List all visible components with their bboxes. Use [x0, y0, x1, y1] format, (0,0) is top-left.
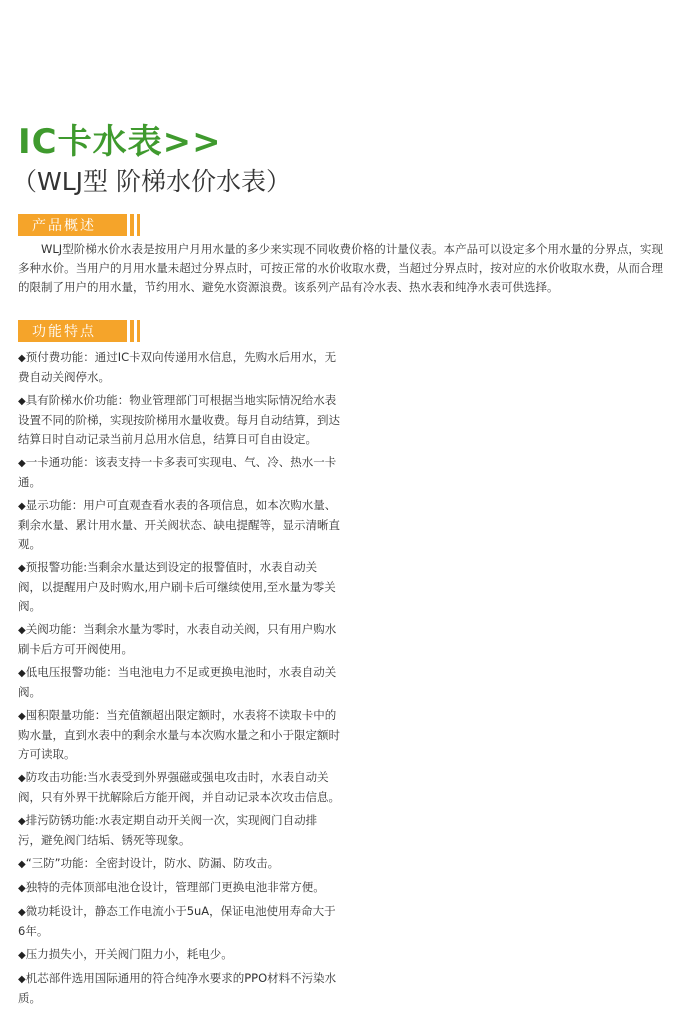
- diamond-bullet-icon: ◆: [18, 773, 26, 784]
- heading-stripe: [134, 214, 137, 236]
- feature-text: 关阀功能：当剩余水量为零时，水表自动关阀，只有用户购水刷卡后方可开阀使用。: [18, 622, 337, 656]
- diamond-bullet-icon: ◆: [18, 974, 26, 985]
- feature-text: 囤积限量功能：当充值额超出限定额时，水表将不读取卡中的购水量，直到水表中的剩余水量与本次购水量之和小于限定额时方可读取。: [18, 708, 340, 761]
- feature-text: “三防”功能：全密封设计，防水、防漏、防攻击。: [25, 856, 280, 870]
- section-heading-features: [18, 320, 140, 342]
- section-heading-label: 产品概述: [32, 218, 96, 234]
- section-heading-overview: [18, 214, 140, 236]
- feature-item: [18, 620, 340, 659]
- diamond-bullet-icon: ◆: [18, 396, 26, 407]
- diamond-bullet-icon: ◆: [18, 859, 26, 870]
- feature-item: [18, 854, 340, 874]
- feature-item: [18, 768, 340, 807]
- diamond-bullet-icon: ◆: [18, 625, 26, 636]
- feature-text: 一卡通功能：该表支持一卡多表可实现电、气、冷、热水一卡通。: [18, 455, 337, 489]
- feature-item: [18, 878, 340, 898]
- diamond-bullet-icon: ◆: [18, 458, 26, 469]
- feature-item: [18, 453, 340, 492]
- diamond-bullet-icon: ◆: [18, 563, 26, 574]
- feature-item: [18, 391, 340, 449]
- diamond-bullet-icon: ◆: [18, 907, 26, 918]
- feature-text: 预报警功能:当剩余水量达到设定的报警值时，水表自动关阀，以提醒用户及时购水,用户刷卡后可继续使用,至水量为零关阀。: [18, 560, 336, 613]
- feature-item: [18, 496, 340, 554]
- diamond-bullet-icon: ◆: [18, 816, 26, 827]
- page-title: IC卡水表>>: [18, 122, 222, 162]
- feature-item: [18, 706, 340, 764]
- features-list: [18, 348, 340, 1012]
- section-heading-label: 功能特点: [32, 324, 96, 340]
- overview-paragraph: WLJ型阶梯水价水表是按用户月用水量的多少来实现不同收费价格的计量仪表。本产品可以设定多个用水量的分界点，实现多种水价。当用户的月用水量未超过分界点时，可按正常的水价收取水费，当超过分界点时，按对应的水价收取水费，从而合理的限制了用户的用水量，节约用水、避免水资源浪费。该系列产品有冷水表、热水表和纯净水表可供选择。: [18, 242, 663, 294]
- feature-text: 预付费功能：通过IC卡双向传递用水信息，先购水后用水，无费自动关阀停水。: [18, 350, 337, 384]
- heading-stripe: [127, 214, 130, 236]
- diamond-bullet-icon: ◆: [18, 668, 26, 679]
- feature-item: [18, 969, 340, 1008]
- feature-text: 防攻击功能:当水表受到外界强磁或强电攻击时，水表自动关阀，只有外界干扰解除后方能开阀，并自动记录本次攻击信息。: [18, 770, 340, 804]
- page-subtitle: （WLJ型 阶梯水价水表）: [12, 167, 291, 196]
- feature-text: 微功耗设计，静态工作电流小于5uA，保证电池使用寿命大于6年。: [18, 904, 336, 938]
- feature-item: [18, 945, 340, 965]
- diamond-bullet-icon: ◆: [18, 950, 26, 961]
- feature-text: 低电压报警功能：当电池电力不足或更换电池时，水表自动关阀。: [18, 665, 337, 699]
- feature-text: 独特的壳体顶部电池仓设计，管理部门更换电池非常方便。: [25, 880, 325, 894]
- heading-stripe: [127, 320, 130, 342]
- feature-text: 排污防锈功能:水表定期自动开关阀一次，实现阀门自动排污，避免阀门结垢、锈死等现象。: [18, 813, 318, 847]
- feature-text: 显示功能：用户可直观查看水表的各项信息，如本次购水量、剩余水量、累计用水量、开关阀状态、缺电提醒等，显示清晰直观。: [18, 498, 340, 551]
- feature-text: 具有阶梯水价功能：物业管理部门可根据当地实际情况给水表设置不同的阶梯，实现按阶梯用水量收费。每月自动结算，到达结算日时自动记录当前月总用水信息，结算日可自由设定。: [18, 393, 340, 446]
- feature-item: [18, 348, 340, 387]
- feature-item: [18, 558, 340, 616]
- diamond-bullet-icon: ◆: [18, 883, 26, 894]
- diamond-bullet-icon: ◆: [18, 711, 26, 722]
- feature-item: [18, 811, 340, 850]
- feature-item: [18, 663, 340, 702]
- feature-text: 压力损失小，开关阀门阻力小，耗电少。: [25, 947, 233, 961]
- diamond-bullet-icon: ◆: [18, 353, 26, 364]
- diamond-bullet-icon: ◆: [18, 501, 26, 512]
- heading-stripe: [134, 320, 137, 342]
- feature-item: [18, 902, 340, 941]
- feature-text: 机芯部件选用国际通用的符合纯净水要求的PPO材料不污染水质。: [18, 971, 337, 1005]
